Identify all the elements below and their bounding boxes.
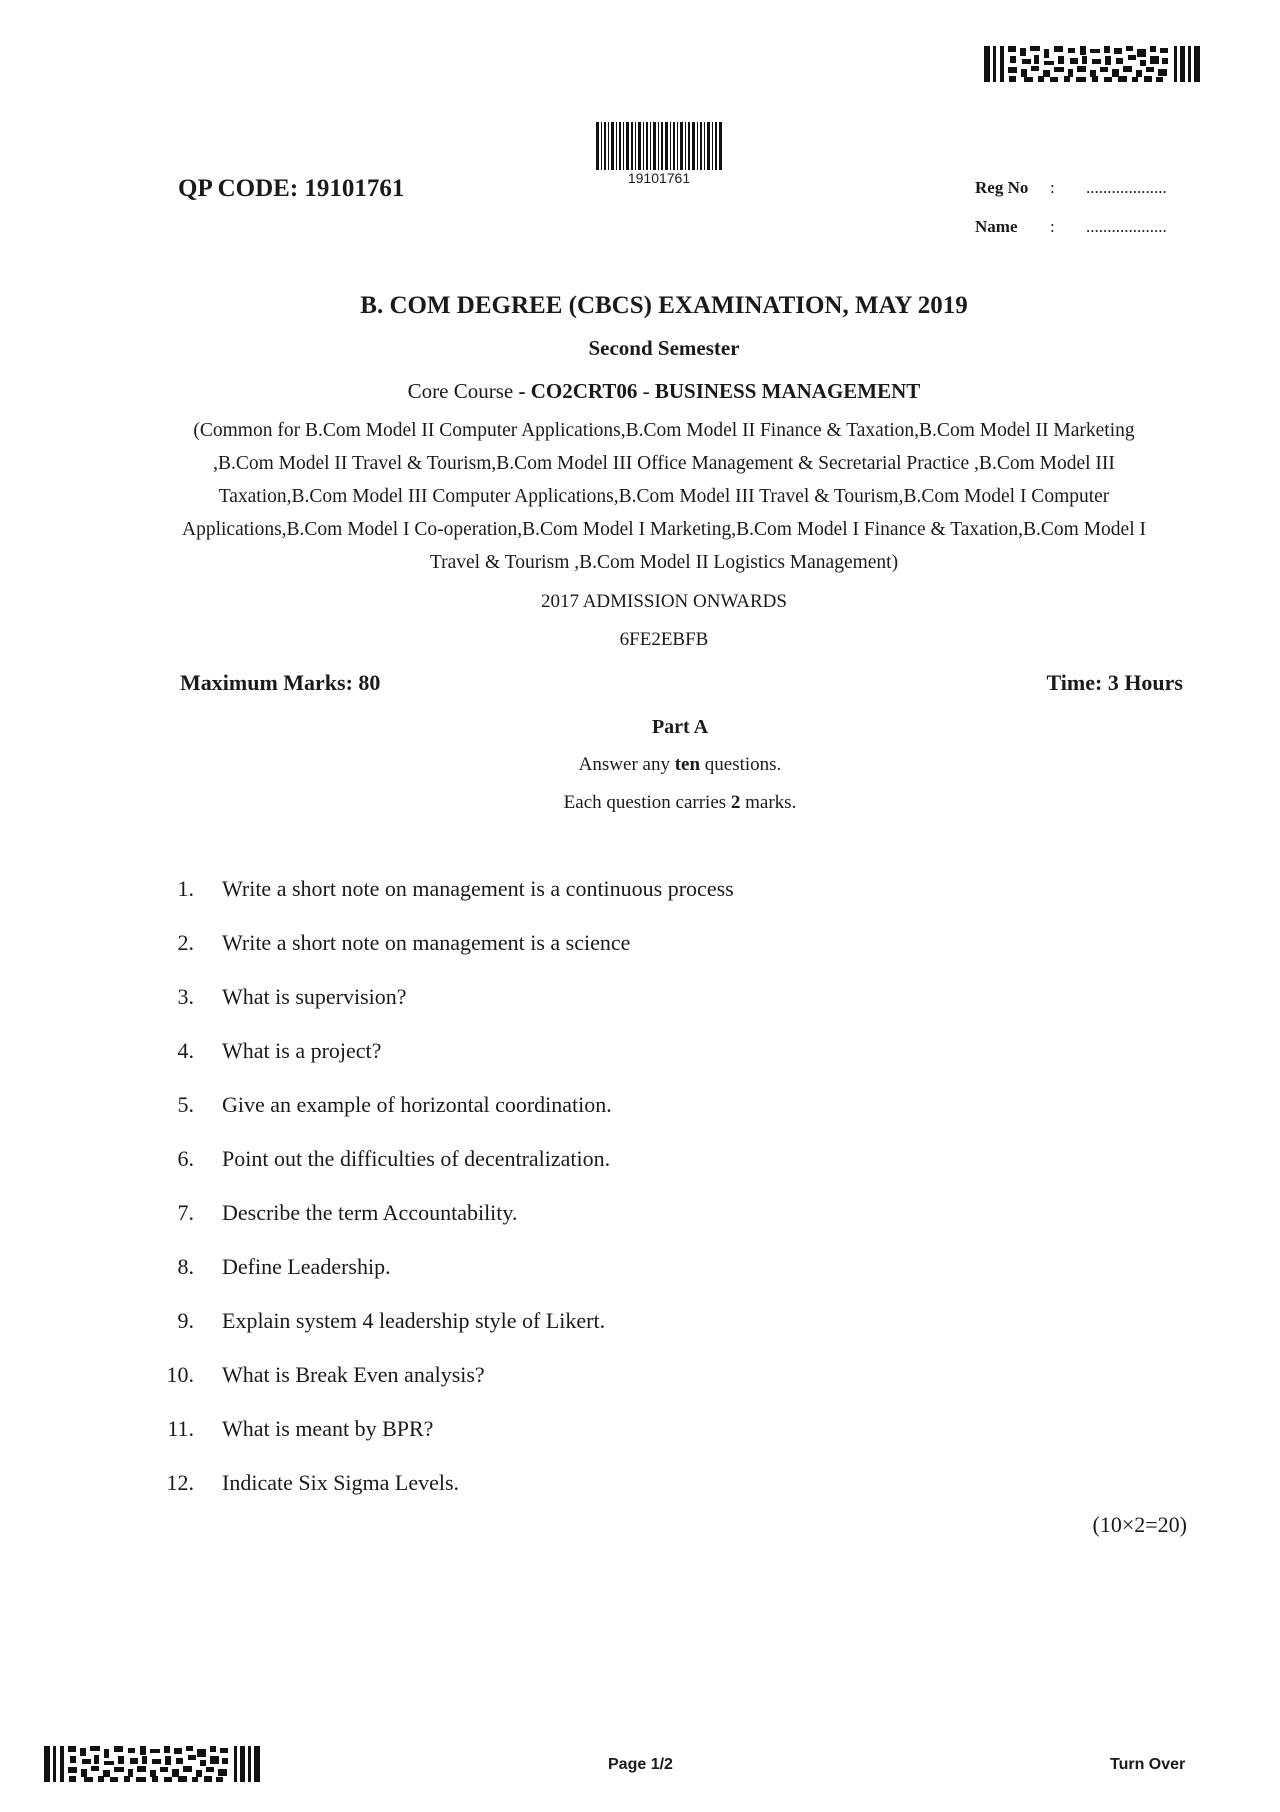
part-a-marks [40, 792, 1280, 814]
part-a-title: Part A [651, 716, 709, 738]
barcode-number: 19101761 [627, 170, 691, 186]
question-number: 12. [166, 1470, 194, 1495]
exam-title: B. COM DEGREE (CBCS) EXAMINATION, MAY 2019 [360, 292, 968, 319]
marks-pre: Each question carries [563, 792, 727, 813]
question-number: 1. [177, 876, 194, 901]
question-text: Indicate Six Sigma Levels. [222, 1470, 460, 1495]
question-text: What is Break Even analysis? [222, 1362, 485, 1387]
question-text: What is supervision? [222, 984, 407, 1009]
instruction-count: ten [674, 754, 701, 775]
question-number: 9. [177, 1308, 194, 1333]
page-number: Page 1/2 [608, 1756, 673, 1773]
question-number: 5. [177, 1092, 194, 1117]
course-line [24, 379, 1280, 404]
semester: Second Semester [588, 336, 740, 360]
question-number: 8. [177, 1254, 194, 1279]
question-text: Write a short note on management is a science [222, 930, 631, 955]
admission: 2017 ADMISSION ONWARDS [541, 591, 787, 612]
question-text: Describe the term Accountability. [222, 1200, 518, 1225]
common-for-line-2: ,B.Com Model II Travel & Tourism,B.Com Model III Office Management & Secretarial Practice ,B.Com Model III [213, 453, 1115, 474]
question-text: Write a short note on management is a continuous process [222, 876, 734, 901]
time-allowed: Time: 3 Hours [1046, 670, 1183, 695]
common-for-line-5: Travel & Tourism ,B.Com Model II Logistics Management) [429, 552, 899, 573]
question-text: What is a project? [222, 1038, 382, 1063]
marks-value: 2 [730, 792, 741, 813]
name-field: ................... [1086, 217, 1167, 236]
instruction-post: questions. [704, 754, 782, 775]
max-marks: Maximum Marks: 80 [180, 670, 381, 695]
part-a-instruction [40, 754, 1280, 776]
instruction-pre: Answer any [578, 754, 670, 775]
course-prefix: Core Course [407, 379, 514, 403]
reg-no-field: ................... [1086, 178, 1167, 197]
common-for-line-1: (Common for B.Com Model II Computer Applications,B.Com Model II Finance & Taxation,B.Com Model II Marketing [193, 420, 1135, 441]
question-text: Define Leadership. [222, 1254, 391, 1279]
common-for-line-3: Taxation,B.Com Model III Computer Applications,B.Com Model III Travel & Tourism,B.Com Model I Computer [218, 486, 1110, 507]
course-name: BUSINESS MANAGEMENT [654, 379, 921, 403]
turn-over: Turn Over [1110, 1756, 1186, 1773]
part-a-total-marks: (10×2=20) [1092, 1512, 1187, 1537]
common-for-line-4: Applications,B.Com Model I Co-operation,B.Com Model I Marketing,B.Com Model I Finance & Taxation,B.Com Model I [182, 519, 1146, 540]
question-number: 11. [167, 1416, 194, 1441]
question-text: What is meant by BPR? [222, 1416, 434, 1441]
question-text: Point out the difficulties of decentralization. [222, 1146, 611, 1171]
reg-no-label: Reg No [975, 178, 1029, 197]
question-number: 3. [177, 984, 194, 1009]
course-code: - CO2CRT06 [518, 379, 638, 403]
qp-code: QP CODE: 19101761 [178, 175, 405, 202]
marks-post: marks. [745, 792, 797, 813]
question-text: Give an example of horizontal coordination. [222, 1092, 612, 1117]
paper-id: 6FE2EBFB [619, 629, 709, 650]
question-number: 6. [177, 1146, 194, 1171]
question-text: Explain system 4 leadership style of Likert. [222, 1308, 606, 1333]
reg-no-colon: : [1050, 178, 1055, 197]
qp-code-barcode [596, 122, 722, 170]
course-separator: - [642, 379, 650, 403]
question-number: 7. [177, 1200, 194, 1225]
question-number: 4. [177, 1038, 194, 1063]
bottom-matrix-barcode [44, 1746, 262, 1782]
question-number: 10. [166, 1362, 194, 1387]
question-number: 2. [177, 930, 194, 955]
top-matrix-barcode [984, 46, 1202, 82]
name-colon: : [1050, 217, 1055, 236]
name-label: Name [975, 217, 1018, 236]
